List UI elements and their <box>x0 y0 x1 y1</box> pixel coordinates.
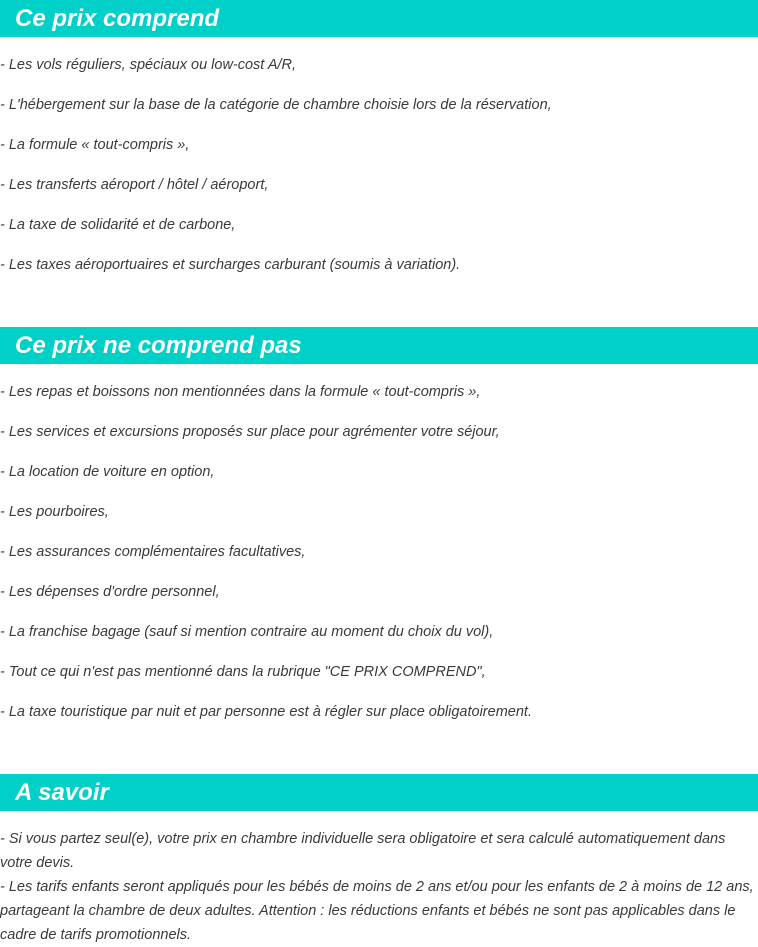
includes-section <box>0 0 758 295</box>
list-item: - Les services et excursions proposés sur place pour agrémenter votre séjour, <box>0 424 500 440</box>
list-item: - La franchise bagage (sauf si mention contraire au moment du choix du vol), <box>0 624 494 640</box>
info-paragraph: - Si vous partez seul(e), votre prix en chambre individuelle sera obligatoire et sera calculé automatiquement dans votre devis. <box>0 831 726 871</box>
info-section <box>0 774 758 947</box>
list-item: - La taxe de solidarité et de carbone, <box>0 217 236 233</box>
excludes-section <box>0 327 758 742</box>
info-paragraph: - Les tarifs enfants seront appliqués pour les bébés de moins de 2 ans et/ou pour les enfants de 2 à moins de 12 ans, partageant la chambre de deux adultes. Attention : les réductions enfants et bébés ne sont pas applicables dans le cadre de tarifs promotionnels. <box>0 879 754 943</box>
list-item: - Les assurances complémentaires facultatives, <box>0 544 306 560</box>
list-item: - Les vols réguliers, spéciaux ou low-cost A/R, <box>0 57 297 73</box>
list-item: - La location de voiture en option, <box>0 464 215 480</box>
includes-title: Ce prix comprend <box>0 0 758 37</box>
list-item: - La formule « tout-compris », <box>0 137 190 153</box>
list-item: - Tout ce qui n'est pas mentionné dans la rubrique "CE PRIX COMPREND", <box>0 664 486 680</box>
excludes-title: Ce prix ne comprend pas <box>0 327 758 364</box>
excludes-list <box>0 364 758 742</box>
list-item: - Les pourboires, <box>0 504 109 520</box>
list-item: - Les taxes aéroportuaires et surcharges carburant (soumis à variation). <box>0 257 461 273</box>
list-item: - L'hébergement sur la base de la catégorie de chambre choisie lors de la réservation, <box>0 97 552 113</box>
list-item: - Les repas et boissons non mentionnées dans la formule « tout-compris », <box>0 384 481 400</box>
list-item: - Les transferts aéroport / hôtel / aéroport, <box>0 177 269 193</box>
list-item: - Les dépenses d'ordre personnel, <box>0 584 220 600</box>
list-item: - La taxe touristique par nuit et par personne est à régler sur place obligatoirement. <box>0 704 532 720</box>
info-body <box>0 811 758 947</box>
info-title: A savoir <box>0 774 758 811</box>
includes-list <box>0 37 758 295</box>
